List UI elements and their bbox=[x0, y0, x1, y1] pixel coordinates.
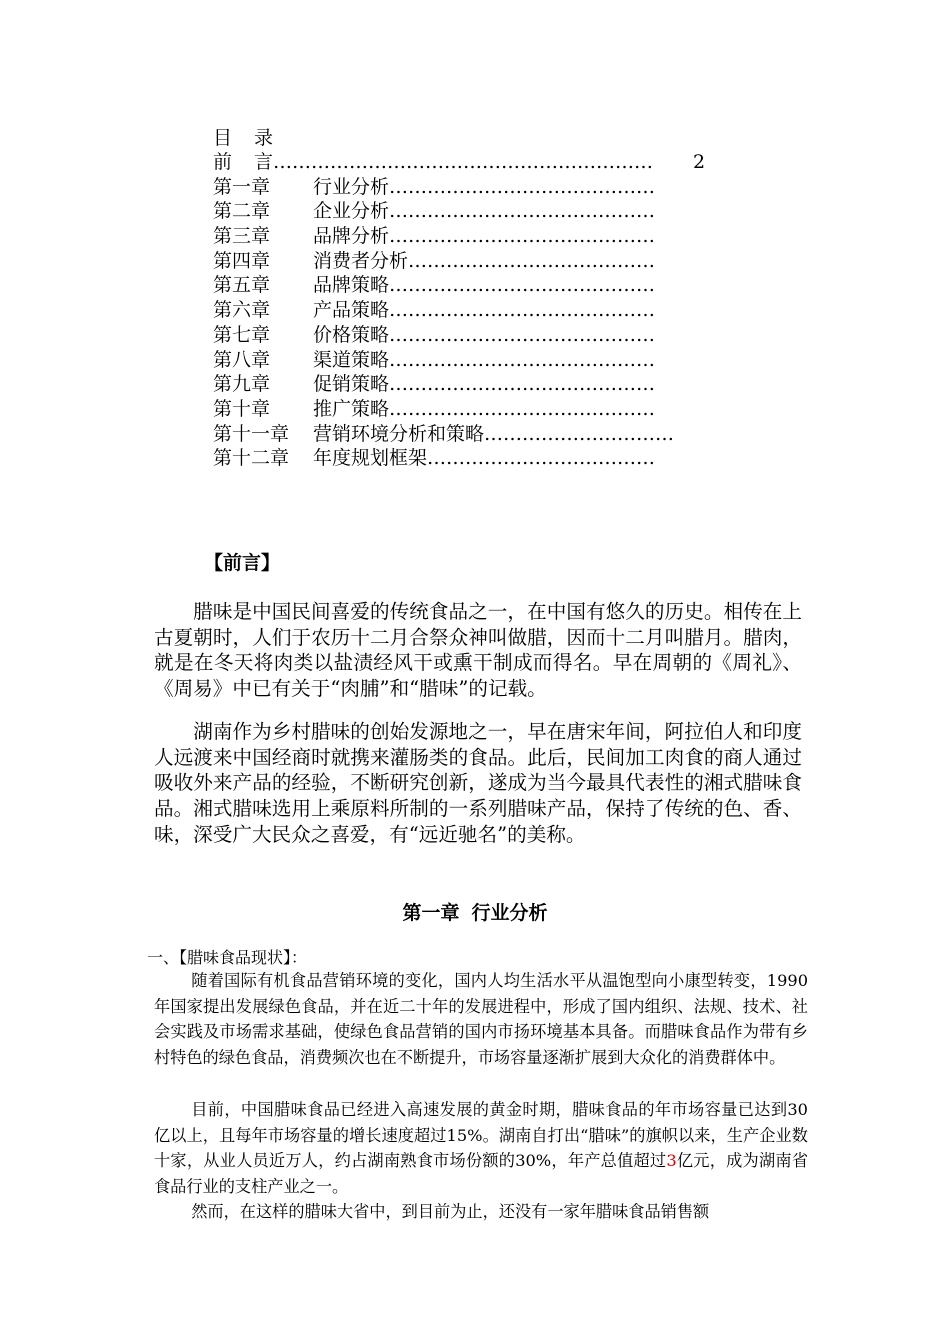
highlighted-number: 3 bbox=[666, 1151, 677, 1171]
body-paragraph bbox=[154, 1097, 808, 1200]
toc-row bbox=[213, 273, 733, 298]
toc-row bbox=[213, 175, 733, 200]
preface-paragraph: 腊味是中国民间喜爱的传统食品之一，在中国有悠久的历史。相传在上古夏朝时，人们于农历十二月合祭众神叫做腊，因而十二月叫腊月。腊肉，就是在冬天将肉类以盐渍经风干或熏干制成而得名。早在周朝的《周礼》、《周易》中已有关于“肉脯”和“腊味”的记载。 bbox=[154, 600, 802, 701]
toc-row bbox=[213, 348, 733, 373]
toc-chapter-number: 第九章 bbox=[213, 373, 271, 396]
toc-dots: …………………………………… bbox=[389, 323, 656, 346]
toc-chapter-number: 第十一章 bbox=[213, 422, 290, 445]
chapter-title bbox=[0, 898, 950, 925]
table-of-contents bbox=[213, 126, 733, 471]
toc-chapter-number: 第十章 bbox=[213, 397, 271, 420]
toc-dots: …………………………………… bbox=[389, 373, 656, 396]
chapter-number: 第一章 bbox=[402, 902, 460, 924]
toc-chapter-number: 第二章 bbox=[213, 200, 271, 223]
toc-chapter-number: 第八章 bbox=[213, 348, 271, 371]
preface-paragraph: 湖南作为乡村腊味的创始发源地之一，早在唐宋年间，阿拉伯人和印度人远渡来中国经商时就携来灌肠类的食品。此后，民间加工肉食的商人通过吸收外来产品的经验，不断研究创新，遂成为当今最具代表性的湘式腊味食品。湘式腊味选用上乘原料所制的一系列腊味产品，保持了传统的色、香、味，深受广大民众之喜爱，有“远近驰名”的美称。 bbox=[154, 720, 802, 846]
toc-chapter-title: 渠道策略 bbox=[313, 348, 390, 371]
section-heading: 一、【腊味食品现状】： bbox=[147, 948, 308, 967]
toc-dots: …………………………………… bbox=[389, 175, 656, 198]
toc-dots: …………………………………… bbox=[389, 299, 656, 322]
toc-chapter-title: 企业分析 bbox=[313, 200, 390, 223]
toc-chapter-title: 消费者分析 bbox=[313, 249, 409, 272]
toc-chapter-title: 行业分析 bbox=[313, 175, 390, 198]
toc-dots: ………………………… bbox=[484, 422, 675, 445]
toc-chapter-number: 第七章 bbox=[213, 323, 271, 346]
toc-dots: …………………………………… bbox=[389, 200, 656, 223]
toc-chapter-title: 营销环境分析和策略 bbox=[313, 422, 485, 445]
toc-chapter-title: 促销策略 bbox=[313, 373, 390, 396]
toc-row bbox=[213, 422, 733, 447]
toc-chapter-number: 第十二章 bbox=[213, 447, 290, 470]
toc-chapter-title: 产品策略 bbox=[313, 299, 390, 322]
toc-row bbox=[213, 446, 733, 471]
toc-dots: …………………………………… bbox=[389, 397, 656, 420]
toc-chapter-number: 第五章 bbox=[213, 274, 271, 297]
toc-preface-label: 前 言 bbox=[213, 151, 282, 173]
toc-row bbox=[213, 298, 733, 323]
toc-row bbox=[213, 372, 733, 397]
body-paragraph: 随着国际有机食品营销环境的变化，国内人均生活水平从温饱型向小康型转变，1990年国家提出发展绿色食品，并在近二十年的发展进程中，形成了国内组织、法规、技术、社会实践及市场需求基础，使绿色食品营销的国内市扬环境基本具备。而腊味食品作为带有乡村特色的绿色食品，消费频次也在不断提升，市场容量逐渐扩展到大众化的消费群体中。 bbox=[154, 971, 808, 1068]
toc-page-number: 2 bbox=[693, 151, 706, 173]
toc-dots: …………………………………………………… bbox=[273, 151, 653, 173]
toc-chapter-title: 推广策略 bbox=[313, 397, 390, 420]
toc-chapter-number: 第一章 bbox=[213, 175, 271, 198]
toc-chapter-title: 年度规划框架 bbox=[313, 447, 428, 470]
toc-chapter-number: 第三章 bbox=[213, 225, 271, 248]
toc-dots: ……………………………… bbox=[427, 447, 656, 470]
toc-row-preface bbox=[213, 150, 733, 175]
toc-row bbox=[213, 199, 733, 224]
toc-chapter-title: 价格策略 bbox=[313, 323, 390, 346]
toc-chapter-title: 品牌分析 bbox=[313, 225, 390, 248]
toc-dots: ………………………………… bbox=[408, 249, 656, 272]
body-paragraph: 然而，在这样的腊味大省中，到目前为止，还没有一家年腊味食品销售额 bbox=[191, 1202, 710, 1221]
paragraph-text: 目前，中国腊味食品已经进入高速发展的黄金时期，腊味食品的年市场容量已达到30亿以上，且每年市场容量的增长速度超过15%。湖南自打出“腊味”的旗帜以来，生产企业数十家，从业人员近万人，约占湖南熟食市场份额的30%，年产总值超过 bbox=[154, 1100, 808, 1171]
toc-chapter-number: 第四章 bbox=[213, 249, 271, 272]
toc-dots: …………………………………… bbox=[389, 225, 656, 248]
toc-row bbox=[213, 397, 733, 422]
toc-dots: …………………………………… bbox=[389, 274, 656, 297]
toc-chapter-number: 第六章 bbox=[213, 299, 271, 322]
toc-title: 目 录 bbox=[213, 127, 282, 149]
toc-row bbox=[213, 323, 733, 348]
toc-chapter-title: 品牌策略 bbox=[313, 274, 390, 297]
chapter-name: 行业分析 bbox=[471, 902, 548, 924]
toc-row bbox=[213, 249, 733, 274]
preface-heading: 【前言】 bbox=[204, 552, 281, 574]
paragraph-text: 亿元，成为湖南省食品行业的支柱产业之一。 bbox=[154, 1151, 809, 1197]
toc-row bbox=[213, 224, 733, 249]
toc-dots: …………………………………… bbox=[389, 348, 656, 371]
